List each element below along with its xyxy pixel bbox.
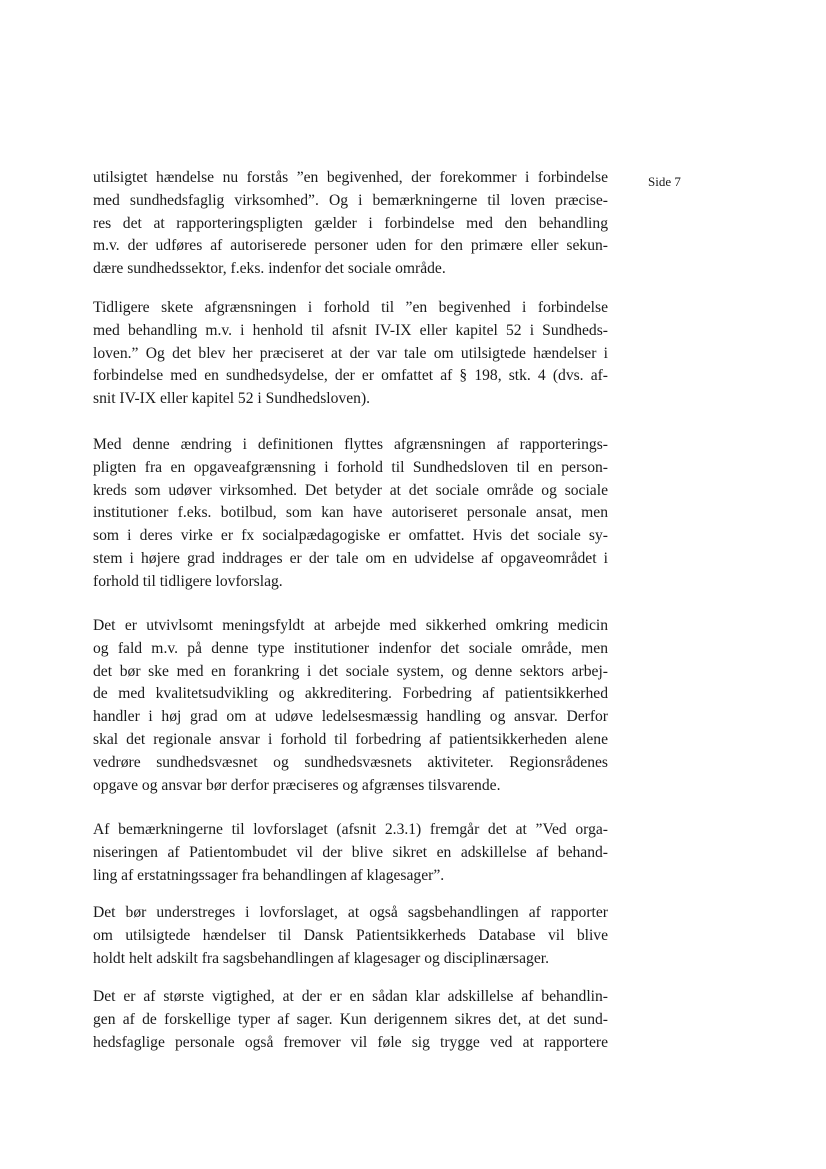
text-line: Det er af største vigtighed, at der er en sådan klar adskillelse af behandlin- (93, 988, 608, 1005)
text-line: Tidligere skete afgrænsningen i forhold til ”en begivenhed i forbindelse (93, 299, 608, 316)
text-line: Det er utvivlsomt meningsfyldt at arbejde med sikkerhed omkring medicin (93, 617, 608, 634)
text-line: de med kvalitetsudvikling og akkreditering. Forbedring af patientsikkerhed (93, 685, 608, 703)
text-line: utilsigtet hændelse nu forstås ”en begivenhed, der forekommer i forbindelse (93, 169, 608, 186)
text-line: som i deres virke er fx socialpædagogiske er omfattet. Hvis det sociale sy- (93, 527, 608, 545)
text-line: ling af erstatningssager fra behandlingen af klagesager”. (93, 866, 445, 884)
paragraph-4 (93, 615, 608, 797)
paragraph-1 (93, 167, 608, 281)
text-line: m.v. der udføres af autoriserede personer uden for den primære eller sekun- (93, 237, 608, 255)
text-line: gen af de forskellige typer af sager. Kun derigennem sikres det, at det sund- (93, 1010, 608, 1028)
text-line: Med denne ændring i definitionen flyttes afgrænsningen af rapporterings- (93, 436, 608, 453)
text-line: loven.” Og det blev her præciseret at der var tale om utilsigtede hændelser i (93, 344, 608, 362)
text-line: om utilsigtede hændelser til Dansk Patientsikkerheds Database vil blive (93, 926, 608, 944)
paragraph-5 (93, 819, 608, 887)
text-line: niseringen af Patientombudet vil der blive sikret en adskillelse af behand- (93, 843, 608, 861)
text-line: vedrøre sundhedsvæsnet og sundhedsvæsnets aktiviteter. Regionsrådenes (93, 753, 608, 771)
paragraph-2 (93, 297, 608, 411)
text-line: opgave og ansvar bør derfor præciseres og afgrænses tilsvarende. (93, 776, 501, 794)
text-line: skal det regionale ansvar i forhold til forbedring af patientsikkerheden alene (93, 730, 608, 748)
text-line: stem i højere grad inddrages er der tale om en udvidelse af opgaveområdet i (93, 549, 608, 567)
text-line: det bør ske med en forankring i det sociale system, og denne sektors arbej- (93, 662, 608, 680)
text-line: kreds som udøver virksomhed. Det betyder at det sociale område og sociale (93, 481, 608, 499)
text-line: forhold til tidligere lovforslag. (93, 572, 283, 590)
text-line: holdt helt adskilt fra sagsbehandlingen af klagesager og disciplinærsager. (93, 949, 549, 967)
paragraph-7 (93, 986, 608, 1054)
page-number: Side 7 (648, 174, 681, 189)
text-line: institutioner f.eks. botilbud, som kan have autoriseret personale ansat, men (93, 504, 608, 522)
text-line: Det bør understreges i lovforslaget, at også sagsbehandlingen af rapporter (93, 904, 608, 921)
text-line: forbindelse med en sundhedsydelse, der er omfattet af § 198, stk. 4 (dvs. af- (93, 367, 608, 385)
text-line: handler i høj grad om at udøve ledelsesmæssig handling og ansvar. Derfor (93, 708, 608, 726)
text-line: Af bemærkningerne til lovforslaget (afsnit 2.3.1) fremgår det at ”Ved orga- (93, 821, 608, 838)
paragraph-6 (93, 902, 608, 970)
text-line: res det at rapporteringspligten gælder i forbindelse med den behandling (93, 214, 608, 232)
text-line: hedsfaglige personale også fremover vil føle sig trygge ved at rapportere (93, 1033, 608, 1051)
paragraph-3 (93, 434, 608, 594)
text-line: og fald m.v. på denne type institutioner indenfor det sociale område, men (93, 639, 608, 657)
text-line: med sundhedsfaglig virksomhed”. Og i bemærkningerne til loven præcise- (93, 191, 608, 209)
text-line: dære sundhedssektor, f.eks. indenfor det sociale område. (93, 260, 446, 278)
text-line: pligten fra en opgaveafgrænsning i forhold til Sundhedsloven til en person- (93, 458, 608, 476)
text-line: med behandling m.v. i henhold til afsnit IV-IX eller kapitel 52 i Sundheds- (93, 321, 608, 339)
text-line: snit IV-IX eller kapitel 52 i Sundhedsloven). (93, 390, 371, 408)
